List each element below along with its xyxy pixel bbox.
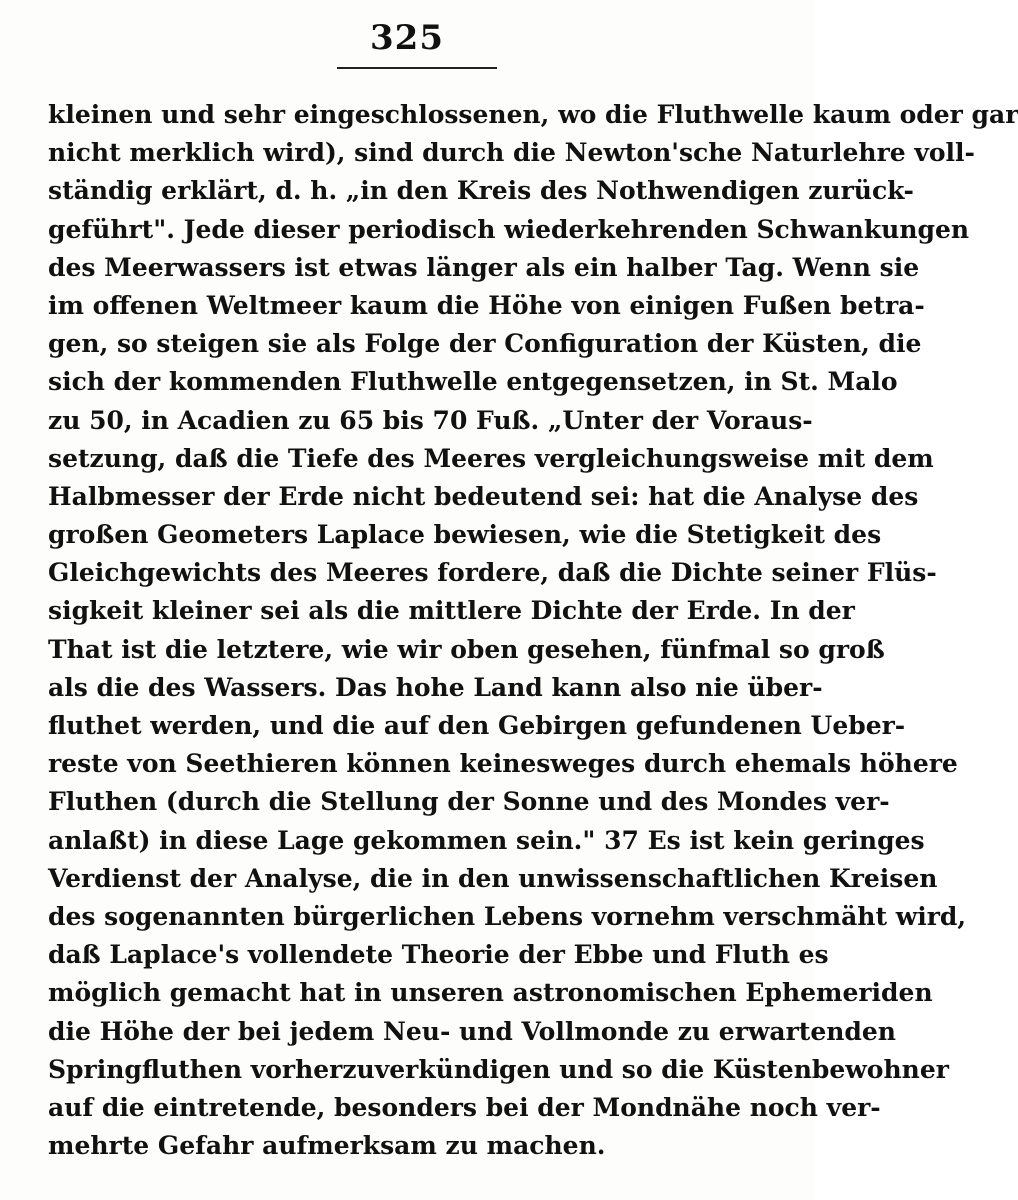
text-line: geführt". Jede dieser periodisch wiederkehrenden Schwankungen [48, 214, 970, 244]
text-line: kleinen und sehr eingeschlossenen, wo die Fluthwelle kaum oder gar [48, 100, 1018, 129]
text-line: anlaßt) in diese Lage gekommen sein." 37 Es ist kein geringes [48, 825, 925, 855]
text-line: mehrte Gefahr aufmerksam zu machen. [48, 1131, 606, 1161]
text-line: Springfluthen vorherzuverkündigen und so die Küstenbewohner [48, 1054, 949, 1084]
text-line: Verdienst der Analyse, die in den unwissenschaftlichen Kreisen [48, 863, 938, 893]
text-line: setzung, daß die Tiefe des Meeres vergleichungsweise mit dem [48, 443, 934, 473]
page-number: 325 [370, 18, 444, 58]
text-line: des Meerwassers ist etwas länger als ein halber Tag. Wenn sie [48, 252, 920, 282]
text-line: nicht merklich wird), sind durch die Newton'sche Naturlehre voll- [48, 138, 975, 168]
text-line: Halbmesser der Erde nicht bedeutend sei: hat die Analyse des [48, 481, 919, 511]
text-line: reste von Seethieren können keinesweges durch ehemals höhere [48, 749, 958, 779]
text-line: die Höhe der bei jedem Neu- und Vollmonde zu erwartenden [48, 1016, 896, 1046]
text-line: möglich gemacht hat in unseren astronomischen Ephemeriden [48, 978, 933, 1008]
text-line: Fluthen (durch die Stellung der Sonne und des Mondes ver- [48, 787, 890, 817]
text-line: gen, so steigen sie als Folge der Configuration der Küsten, die [48, 329, 922, 359]
text-line: auf die eintretende, besonders bei der Mondnähe noch ver- [48, 1092, 881, 1122]
text-line: fluthet werden, und die auf den Gebirgen gefundenen Ueber- [48, 711, 906, 740]
body-text [48, 96, 1018, 1165]
text-line: großen Geometers Laplace bewiesen, wie die Stetigkeit des [48, 520, 882, 550]
text-line: sich der kommenden Fluthwelle entgegensetzen, in St. Malo [48, 367, 898, 397]
text-line: sigkeit kleiner sei als die mittlere Dichte der Erde. In der [48, 596, 855, 626]
header-rule [337, 67, 497, 69]
text-line: im offenen Weltmeer kaum die Höhe von einigen Fußen betra- [48, 290, 925, 320]
text-line: That ist die letztere, wie wir oben gesehen, fünfmal so groß [48, 634, 885, 664]
text-line: Gleichgewichts des Meeres fordere, daß die Dichte seiner Flüs- [48, 558, 937, 588]
text-line: ständig erklärt, d. h. „in den Kreis des Nothwendigen zurück- [48, 176, 914, 206]
text-line: des sogenannten bürgerlichen Lebens vornehm verschmäht wird, [48, 901, 967, 931]
text-line: daß Laplace's vollendete Theorie der Ebbe und Fluth es [48, 940, 829, 970]
text-line: als die des Wassers. Das hohe Land kann also nie über- [48, 672, 823, 702]
text-line: zu 50, in Acadien zu 65 bis 70 Fuß. „Unter der Voraus- [48, 405, 813, 435]
